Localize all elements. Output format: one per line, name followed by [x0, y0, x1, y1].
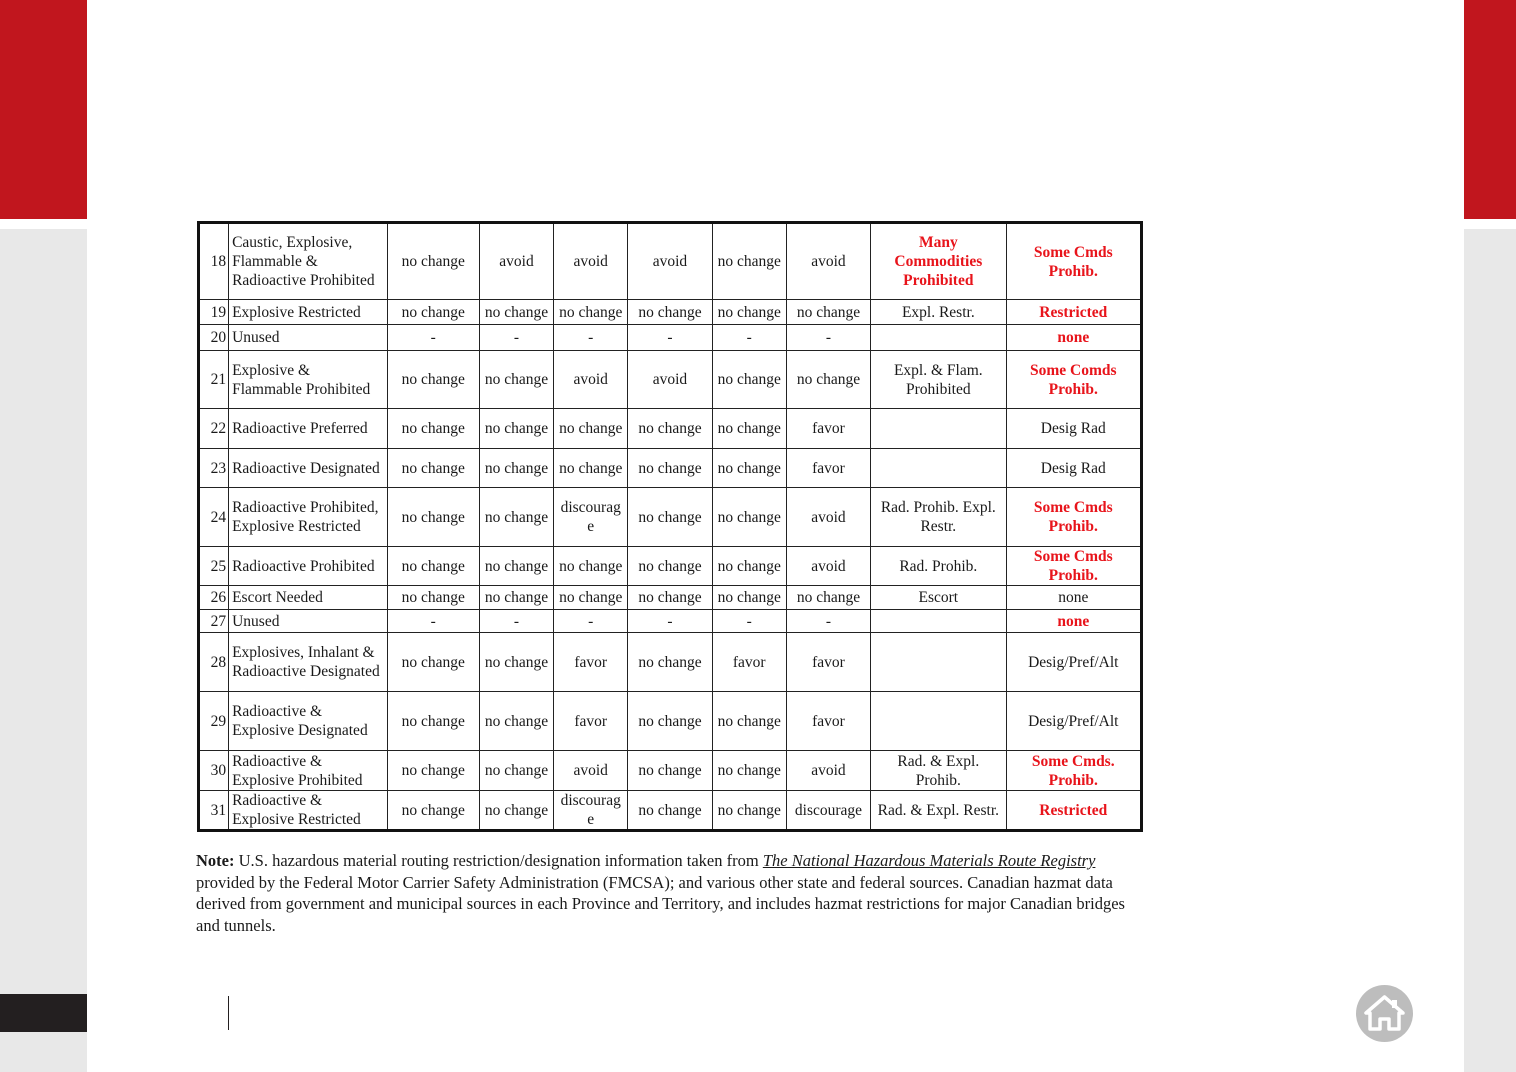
row-number: 25 — [199, 547, 229, 586]
cell-status: Some Cmds Prohib. — [1006, 223, 1141, 300]
cell-col6: favor — [786, 633, 870, 692]
row-number: 27 — [199, 610, 229, 633]
row-number: 30 — [199, 751, 229, 791]
cell-status: none — [1006, 325, 1141, 351]
cell-col2: no change — [479, 449, 553, 488]
cell-col4: no change — [628, 547, 712, 586]
cell-col2: no change — [479, 586, 553, 610]
table-row — [199, 791, 1142, 831]
row-description: Explosive Restricted — [229, 300, 388, 325]
cell-col5: no change — [712, 409, 786, 449]
cell-status: Desig/Pref/Alt — [1006, 633, 1141, 692]
row-number: 28 — [199, 633, 229, 692]
cell-col5: favor — [712, 633, 786, 692]
table-row — [199, 351, 1142, 409]
cell-col1: no change — [387, 351, 479, 409]
table-row — [199, 223, 1142, 300]
cell-col3: avoid — [554, 223, 628, 300]
cell-restriction: Rad. & Expl. Prohib. — [871, 751, 1006, 791]
row-number: 26 — [199, 586, 229, 610]
row-description: Radioactive Designated — [229, 449, 388, 488]
cell-col3: no change — [554, 409, 628, 449]
cell-status: Some Cmds Prohib. — [1006, 488, 1141, 547]
cell-col5: no change — [712, 751, 786, 791]
cell-col2: no change — [479, 488, 553, 547]
right-brand-bar — [1464, 0, 1516, 219]
cell-col1: no change — [387, 791, 479, 831]
cell-restriction — [871, 633, 1006, 692]
cell-col2: avoid — [479, 223, 553, 300]
cell-col5: no change — [712, 586, 786, 610]
left-bar-gap — [0, 219, 87, 229]
cell-col1: no change — [387, 223, 479, 300]
table-row — [199, 449, 1142, 488]
right-bar-gap — [1464, 219, 1516, 229]
note-label: Note: — [196, 851, 235, 870]
row-number: 21 — [199, 351, 229, 409]
row-description: Radioactive Prohibited, Explosive Restricted — [229, 488, 388, 547]
cell-col3: no change — [554, 300, 628, 325]
cell-col6: favor — [786, 692, 870, 751]
cell-col2: no change — [479, 692, 553, 751]
cell-col4: - — [628, 325, 712, 351]
cell-status: Desig Rad — [1006, 409, 1141, 449]
cell-restriction: Expl. & Flam. Prohibited — [871, 351, 1006, 409]
cell-col3: no change — [554, 547, 628, 586]
cell-col5: no change — [712, 351, 786, 409]
row-number: 18 — [199, 223, 229, 300]
table-row — [199, 547, 1142, 586]
cell-col3: avoid — [554, 351, 628, 409]
row-description: Escort Needed — [229, 586, 388, 610]
cell-col6: no change — [786, 300, 870, 325]
cell-col1: no change — [387, 586, 479, 610]
table-row — [199, 692, 1142, 751]
cell-status: none — [1006, 586, 1141, 610]
cell-col6: no change — [786, 351, 870, 409]
registry-link[interactable]: The National Hazardous Materials Route Registry — [762, 851, 1096, 870]
cell-restriction — [871, 409, 1006, 449]
cell-col1: no change — [387, 751, 479, 791]
cell-col5: no change — [712, 488, 786, 547]
table-row — [199, 586, 1142, 610]
cell-col2: - — [479, 610, 553, 633]
cell-col3: no change — [554, 586, 628, 610]
cell-col6: avoid — [786, 488, 870, 547]
row-number: 22 — [199, 409, 229, 449]
cell-col3: favor — [554, 692, 628, 751]
cell-restriction: Many Commodities Prohibited — [871, 223, 1006, 300]
cell-status: Desig Rad — [1006, 449, 1141, 488]
cell-col1: no change — [387, 409, 479, 449]
note-text-before: U.S. hazardous material routing restriction/designation information taken from — [234, 851, 763, 870]
cell-col2: no change — [479, 409, 553, 449]
cell-status: Restricted — [1006, 300, 1141, 325]
cell-col2: - — [479, 325, 553, 351]
cell-col1: no change — [387, 547, 479, 586]
left-brand-bar — [0, 0, 87, 219]
cell-col4: no change — [628, 488, 712, 547]
cell-col6: favor — [786, 409, 870, 449]
row-description: Unused — [229, 610, 388, 633]
cell-col6: avoid — [786, 547, 870, 586]
cell-status: none — [1006, 610, 1141, 633]
table-row — [199, 325, 1142, 351]
cell-col3: avoid — [554, 751, 628, 791]
cell-col3: - — [554, 325, 628, 351]
cell-col6: favor — [786, 449, 870, 488]
cell-status: Some Cmds Prohib. — [1006, 547, 1141, 586]
cell-col4: avoid — [628, 223, 712, 300]
cell-status: Some Cmds. Prohib. — [1006, 751, 1141, 791]
cell-restriction — [871, 610, 1006, 633]
cell-col6: no change — [786, 586, 870, 610]
hazmat-table — [197, 221, 1143, 832]
row-description: Radioactive & Explosive Prohibited — [229, 751, 388, 791]
cell-col1: no change — [387, 692, 479, 751]
row-number: 20 — [199, 325, 229, 351]
cell-col5: no change — [712, 300, 786, 325]
cell-restriction — [871, 692, 1006, 751]
cell-col4: no change — [628, 633, 712, 692]
cell-col2: no change — [479, 791, 553, 831]
row-description: Explosive & Flammable Prohibited — [229, 351, 388, 409]
cell-restriction — [871, 325, 1006, 351]
cell-restriction: Expl. Restr. — [871, 300, 1006, 325]
note-paragraph — [196, 850, 1136, 936]
row-number: 29 — [199, 692, 229, 751]
cell-col4: - — [628, 610, 712, 633]
row-description: Radioactive Prohibited — [229, 547, 388, 586]
cell-col6: avoid — [786, 751, 870, 791]
footer-divider — [228, 996, 229, 1030]
cell-col2: no change — [479, 547, 553, 586]
row-number: 23 — [199, 449, 229, 488]
cell-col6: - — [786, 610, 870, 633]
row-number: 31 — [199, 791, 229, 831]
cell-restriction: Rad. & Expl. Restr. — [871, 791, 1006, 831]
cell-restriction — [871, 449, 1006, 488]
table-row — [199, 488, 1142, 547]
cell-col1: no change — [387, 300, 479, 325]
table-row — [199, 300, 1142, 325]
cell-col3: discourag e — [554, 488, 628, 547]
note-text-after: provided by the Federal Motor Carrier Safety Administration (FMCSA); and various other state and federal sources. Canadian hazmat data derived from government and municipal sources in each Province and Territory, and includes hazmat restrictions for major Canadian bridges and tunnels. — [196, 872, 1125, 935]
home-button[interactable] — [1356, 985, 1413, 1042]
cell-col4: no change — [628, 409, 712, 449]
table-row — [199, 610, 1142, 633]
row-number: 19 — [199, 300, 229, 325]
table-row — [199, 751, 1142, 791]
cell-col5: no change — [712, 449, 786, 488]
cell-col4: no change — [628, 449, 712, 488]
cell-col4: avoid — [628, 351, 712, 409]
cell-col5: no change — [712, 547, 786, 586]
row-description: Caustic, Explosive, Flammable & Radioactive Prohibited — [229, 223, 388, 300]
row-description: Unused — [229, 325, 388, 351]
row-number: 24 — [199, 488, 229, 547]
cell-col5: no change — [712, 223, 786, 300]
home-icon — [1356, 985, 1413, 1042]
cell-col4: no change — [628, 692, 712, 751]
cell-restriction: Rad. Prohib. — [871, 547, 1006, 586]
cell-col1: no change — [387, 449, 479, 488]
row-description: Radioactive & Explosive Designated — [229, 692, 388, 751]
cell-col1: no change — [387, 488, 479, 547]
cell-col3: discourag e — [554, 791, 628, 831]
cell-col2: no change — [479, 633, 553, 692]
cell-restriction: Escort — [871, 586, 1006, 610]
row-description: Radioactive Preferred — [229, 409, 388, 449]
cell-col3: favor — [554, 633, 628, 692]
cell-status: Restricted — [1006, 791, 1141, 831]
cell-col1: - — [387, 325, 479, 351]
cell-status: Some Comds Prohib. — [1006, 351, 1141, 409]
cell-restriction: Rad. Prohib. Expl. Restr. — [871, 488, 1006, 547]
hazmat-table-body — [199, 223, 1142, 831]
row-description: Explosives, Inhalant & Radioactive Designated — [229, 633, 388, 692]
cell-col5: no change — [712, 692, 786, 751]
table-row — [199, 409, 1142, 449]
table-row — [199, 633, 1142, 692]
cell-col5: - — [712, 610, 786, 633]
cell-col2: no change — [479, 300, 553, 325]
cell-col5: no change — [712, 791, 786, 831]
cell-col2: no change — [479, 351, 553, 409]
cell-col6: avoid — [786, 223, 870, 300]
cell-col3: - — [554, 610, 628, 633]
cell-col5: - — [712, 325, 786, 351]
cell-col1: no change — [387, 633, 479, 692]
cell-col1: - — [387, 610, 479, 633]
cell-col3: no change — [554, 449, 628, 488]
cell-status: Desig/Pref/Alt — [1006, 692, 1141, 751]
cell-col4: no change — [628, 791, 712, 831]
page-tab-marker — [0, 994, 87, 1032]
cell-col4: no change — [628, 751, 712, 791]
cell-col2: no change — [479, 751, 553, 791]
cell-col4: no change — [628, 586, 712, 610]
cell-col6: discourage — [786, 791, 870, 831]
cell-col4: no change — [628, 300, 712, 325]
row-description: Radioactive & Explosive Restricted — [229, 791, 388, 831]
cell-col6: - — [786, 325, 870, 351]
